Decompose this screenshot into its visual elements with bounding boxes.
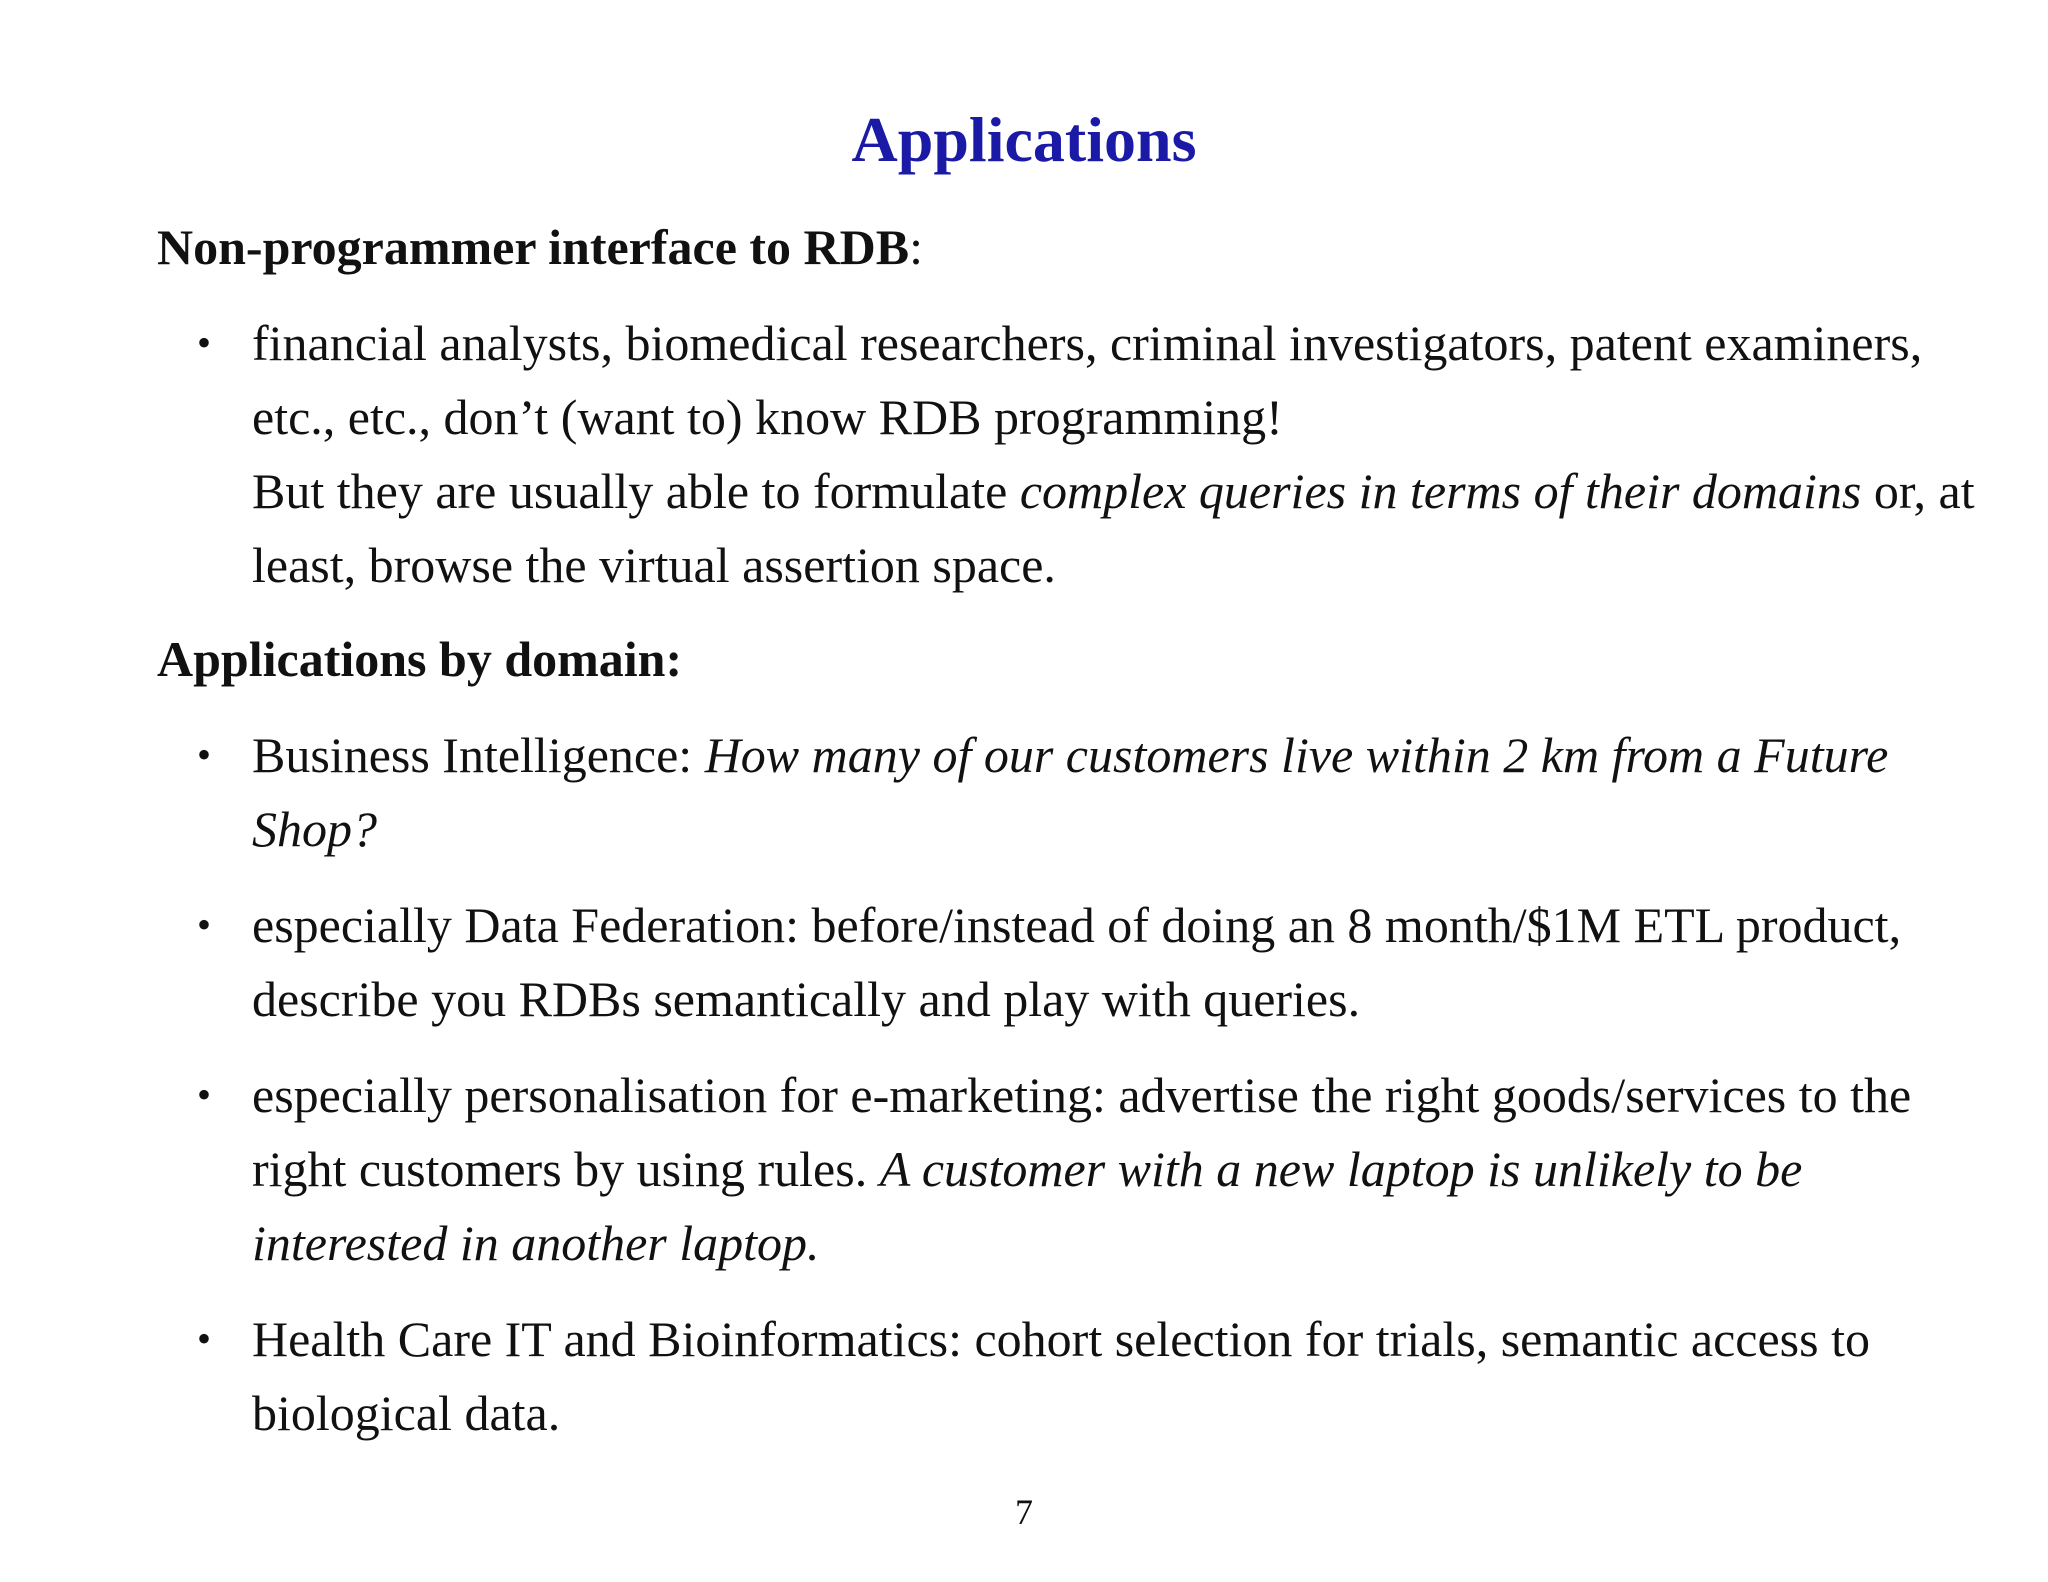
section-heading-interface [157, 216, 923, 278]
bullet-text: especially Data Federation: before/instead of doing an 8 month/$1M ETL product, describe you RDBs semantically and play with queries. [252, 897, 1902, 1027]
bullet-dot-icon: • [197, 732, 212, 777]
bullet-text-italic: A customer with a new laptop is unlikely to be interested in another laptop. [252, 1141, 1803, 1271]
slide-title: Applications [851, 104, 1197, 175]
bullet-text: especially personalisation for e-marketing: advertise the right goods/services to the right customers by using rules. [252, 1067, 1912, 1197]
bullet-text: Health Care IT and Bioinformatics: cohort selection for trials, semantic access to biological data. [252, 1311, 1870, 1441]
bullet-dot-icon: • [197, 902, 212, 947]
bullet-text: or, at least, browse the virtual assertion space. [252, 463, 1975, 593]
bullet-dot-icon: • [197, 320, 212, 365]
bullet-dot-icon: • [197, 1072, 212, 1117]
section-heading-domain: Applications by domain: [157, 631, 683, 687]
bullet-text: But they are usually able to formulate [252, 463, 1020, 519]
bullet-label: Business Intelligence: [252, 727, 705, 783]
page-number: 7 [1015, 1492, 1033, 1532]
bullet-text: financial analysts, biomedical researchers, criminal investigators, patent examiners, etc., etc., don’t (want to) know RDB programming! [252, 315, 1923, 445]
section-heading-interface-colon: : [909, 219, 924, 275]
bullet-dot-icon: • [197, 1316, 212, 1361]
bullet-text-italic: complex queries in terms of their domains [1019, 463, 1862, 519]
section-heading-interface-text: Non-programmer interface to RDB [157, 219, 910, 275]
bullet-text-italic: How many of our customers live within 2 km from a Future Shop? [252, 727, 1889, 857]
